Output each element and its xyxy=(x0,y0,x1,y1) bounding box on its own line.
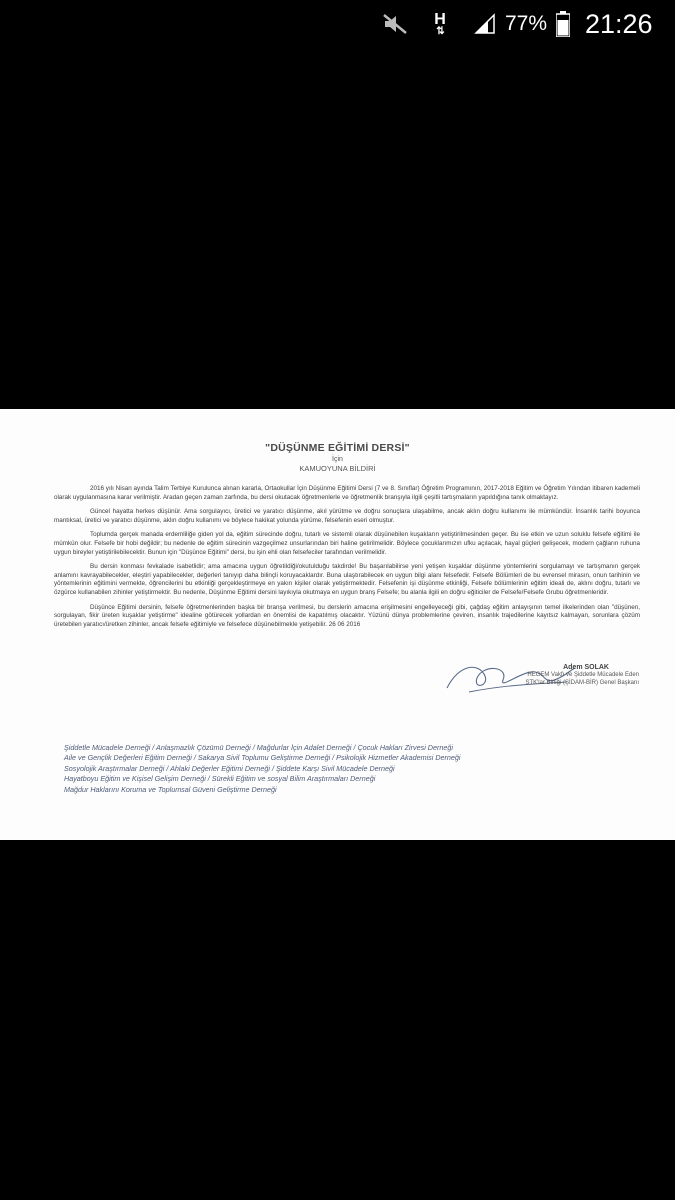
organization-line: Aile ve Gençlik Değerleri Eğitim Derneği / Sakarya Sivil Toplumu Geliştirme Derneği / Psikolojik Hizmetler Akademisi Derneği xyxy=(64,753,461,763)
organization-line: Şiddetle Mücadele Derneği / Anlaşmazlık Çözümü Derneği / Mağdurlar İçin Adalet Derneği / Çocuk Hakları Zirvesi Derneği xyxy=(64,743,453,752)
signatory-title: STK'lar Birliği (ŞİDAM-BİR) Genel Başkanı xyxy=(525,680,639,686)
document-body xyxy=(54,485,640,635)
signatory-name: Adem SOLAK xyxy=(563,664,609,671)
document-title: "DÜŞÜNME EĞİTİMİ DERSİ" xyxy=(265,442,410,454)
signatory-title: HEGEM Vakfı ve Şiddetle Mücadele Eden xyxy=(527,672,639,678)
paragraph: 2016 yılı Nisan ayında Talim Terbiye Kurulunca alınan kararla, Ortaokullar İçin Düşünme Eğitimi Dersi (7 ve 8. Sınıflar) Öğretim Programının, 2017-2018 Eğitim ve Öğretim Yılından itibaren kademeli olarak uygulanmasına karar verilmiştir. Aradan geçen zaman zarfında, bu dersi okutacak öğretmenlerle ve öğretmenlik branşıyla ilgili çeşitli tartışmaların yapıldığına tanık olmaktayız. xyxy=(54,485,640,501)
network-type-indicator xyxy=(430,0,450,48)
status-bar xyxy=(0,0,675,48)
organization-list xyxy=(64,743,484,795)
data-arrows-icon: ⇅ xyxy=(436,25,444,37)
organization-line: Sosyolojik Araştırmalar Derneği / Ahlaki Değerler Eğitimi Derneği / Şiddete Karşı Sivil Mücadele Derneği xyxy=(64,763,395,773)
clock: 21:26 xyxy=(585,8,653,39)
organization-line: Mağdur Haklarını Koruma ve Toplumsal Güveni Geliştirme Derneği xyxy=(64,784,277,794)
document-heading: KAMUOYUNA BİLDİRİ xyxy=(299,464,376,473)
signal-icon xyxy=(474,0,498,48)
document-subtitle: İçin xyxy=(332,456,343,463)
document-image xyxy=(0,409,675,840)
paragraph: Bu dersin konması fevkalade isabetlidir; ama amacına uygun öğretildiği/okutulduğu takdirde! Bu başarılabilirse yeni yetişen kuşaklar düşünme yöntemlerini sorgulamayı ve tartışmanın gerçek anlamını kavrayabilecekler, eleştiri yapabilecekler, değerleri tanıyıp daha bilinçli koruyacaklardır. Buna ulaştırabilecek en uygun bilgi alanı felsefedir. Felsefe Bölümleri de bu evrensel mirasın, onun tarihinin ve yöntemlerinin eğitimini vermekte, öğrencilerini bu etkinliği gerçekleştirmeye en yakın kişiler olarak yetiştirmektedir. Felsefenin işi düşünme etkinliği, Felsefe bölümlerinin eğitim ideali de, aklını doğru, tutarlı ve özgürce kullanabilen zihinler yetiştirmektir. Bu nedenle, Düşünme Eğitimi dersini layıkıyla okutmaya en uygun branş Felsefe; bu alanla ilgili en doğru eğiticiler de Felsefe/Felsefe Grubu öğretmenleridir. xyxy=(54,563,640,596)
mute-icon xyxy=(378,0,412,48)
paragraph: Düşünce Eğitimi dersinin, felsefe öğretmenlerinden başka bir branşa verilmesi, bu derslerin amacına erişilmesini engelleyeceği gibi, çağdaş eğitim anlayışının temel ilkelerinden olan "düşünen, sorgulayan, fikir üreten kuşaklar yetiştirme" idealine götürecek yollardan en önemlisi de kapatılmış olacaktır. Yüzünü dünya problemlerine çeviren, insanlık trajedilerine kayıtsız kalmayan, sorunlara çözüm üretebilen yaratıcı/üretken zihinler, ancak felsefe eğitimiyle ve felsefece düşünebilmekle yetişebilir. 26 06 2016 xyxy=(54,603,640,628)
signature-block xyxy=(439,664,639,687)
battery-icon xyxy=(556,0,574,48)
paragraph: Toplumda gerçek manada erdemliliğe giden yol da, eğitim sürecinde doğru, tutarlı ve sistemli olarak düşünebilen kuşakların yetiştirilmesinden geçer. Bu ise etkin ve uzun soluklu felsefe eğitimi ile mümkün olur. Felsefe bir hobi değildir; bu nedenle de eğitim sürecinin vazgeçilmez unsurlarından biri haline getirilmelidir. Böylece çocuklarımızın ufku açılacak, hayal güçleri gelişecek, modern çağların ruhuna uygun bireyler yetiştirilebilecektir. Bunun için "Düşünce Eğitimi" dersi, bu işin ehli olan felsefeciler tarafından verilmelidir. xyxy=(54,531,640,556)
network-type-label: H xyxy=(434,10,446,28)
paragraph: Güncel hayatta herkes düşünür. Ama sorgulayıcı, üretici ve yaratıcı düşünme, akıl yürütme ve doğru sonuçlara ulaşabilme, ancak aklın doğru kullanımı ile mümkündür. İnsanlık tarihi boyunca mantıksal, üretici ve yaratıcı düşünme, aklın doğru kullanımı ve böylece hakikat yolunda yürüme, felsefenin eseri olmuştur. xyxy=(54,508,640,524)
organization-line: Hayatboyu Eğitim ve Kişisel Gelişim Derneği / Sürekli Eğitim ve sosyal Bilim Araştırmaları Derneği xyxy=(64,774,376,784)
battery-percent: 77% xyxy=(505,12,548,35)
